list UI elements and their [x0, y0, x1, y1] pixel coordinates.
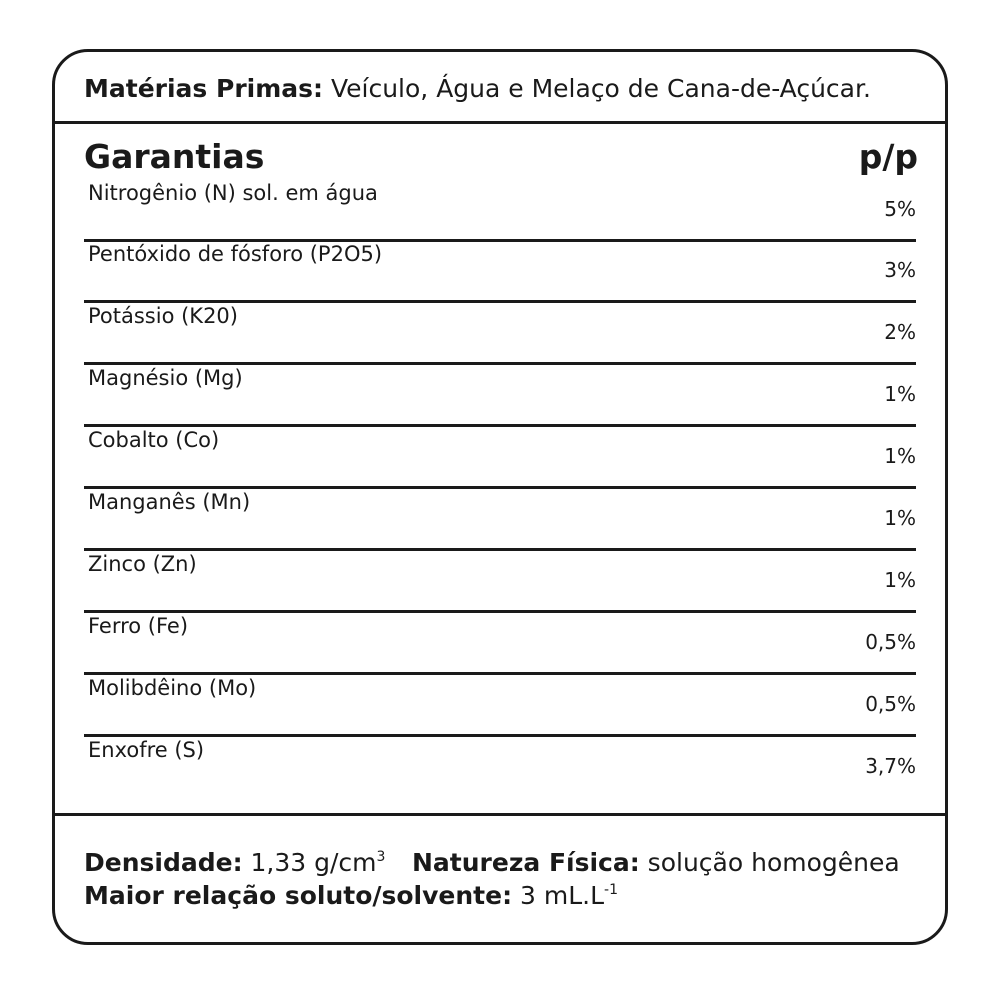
- guarantee-value: 1%: [884, 444, 916, 468]
- guarantee-row: [84, 552, 916, 613]
- unit-header: p/p: [858, 137, 918, 176]
- guarantee-value: 2%: [884, 320, 916, 344]
- guarantee-name: Pentóxido de fósforo (P2O5): [88, 242, 383, 266]
- guarantee-row: [84, 614, 916, 675]
- guarantee-value: 3,7%: [865, 754, 916, 778]
- row-divider: [84, 424, 916, 427]
- guarantee-value: 3%: [884, 258, 916, 282]
- raw-materials-value: Veículo, Água e Melaço de Cana-de-Açúcar.: [323, 74, 871, 103]
- guarantee-name: Zinco (Zn): [88, 552, 197, 576]
- guarantee-row: [84, 366, 916, 427]
- physical-nature-value: solução homogênea: [639, 848, 900, 877]
- raw-materials-line: [84, 74, 871, 103]
- footer-divider: [52, 813, 948, 816]
- row-divider: [84, 362, 916, 365]
- row-divider: [84, 610, 916, 613]
- solute-ratio-line: [84, 881, 618, 910]
- guarantee-name: Potássio (K20): [88, 304, 238, 328]
- guarantee-value: 5%: [884, 197, 916, 221]
- solute-ratio-value: 3 mL.L: [512, 881, 605, 910]
- row-divider: [84, 486, 916, 489]
- density-superscript: 3: [376, 849, 386, 865]
- raw-materials-label: Matérias Primas:: [84, 74, 324, 103]
- density-label: Densidade:: [84, 848, 243, 877]
- solute-ratio-label: Maior relação soluto/solvente:: [84, 881, 513, 910]
- guarantee-value: 1%: [884, 568, 916, 592]
- guarantee-value: 0,5%: [865, 630, 916, 654]
- physical-nature-line: [412, 848, 900, 877]
- guarantee-row: [84, 738, 916, 799]
- guarantee-row: [84, 181, 916, 242]
- guarantee-value: 1%: [884, 506, 916, 530]
- guarantee-name: Ferro (Fe): [88, 614, 189, 638]
- guarantee-name: Molibdêino (Mo): [88, 676, 257, 700]
- solute-ratio-superscript: -1: [604, 882, 619, 898]
- row-divider: [84, 672, 916, 675]
- guarantee-name: Cobalto (Co): [88, 428, 220, 452]
- guarantees-title: Garantias: [84, 137, 265, 176]
- guarantee-row: [84, 490, 916, 551]
- row-divider: [84, 548, 916, 551]
- guarantee-row: [84, 304, 916, 365]
- guarantee-value: 1%: [884, 382, 916, 406]
- density-value: 1,33 g/cm: [242, 848, 377, 877]
- guarantee-row: [84, 428, 916, 489]
- guarantee-name: Nitrogênio (N) sol. em água: [88, 181, 378, 205]
- row-divider: [84, 300, 916, 303]
- guarantee-row: [84, 676, 916, 737]
- physical-nature-label: Natureza Física:: [412, 848, 640, 877]
- density-line: [84, 848, 385, 877]
- guarantee-row: [84, 242, 916, 303]
- guarantee-name: Enxofre (S): [88, 738, 205, 762]
- guarantee-name: Manganês (Mn): [88, 490, 251, 514]
- row-divider: [84, 734, 916, 737]
- guarantee-name: Magnésio (Mg): [88, 366, 243, 390]
- guarantee-value: 0,5%: [865, 692, 916, 716]
- header-divider: [52, 121, 948, 124]
